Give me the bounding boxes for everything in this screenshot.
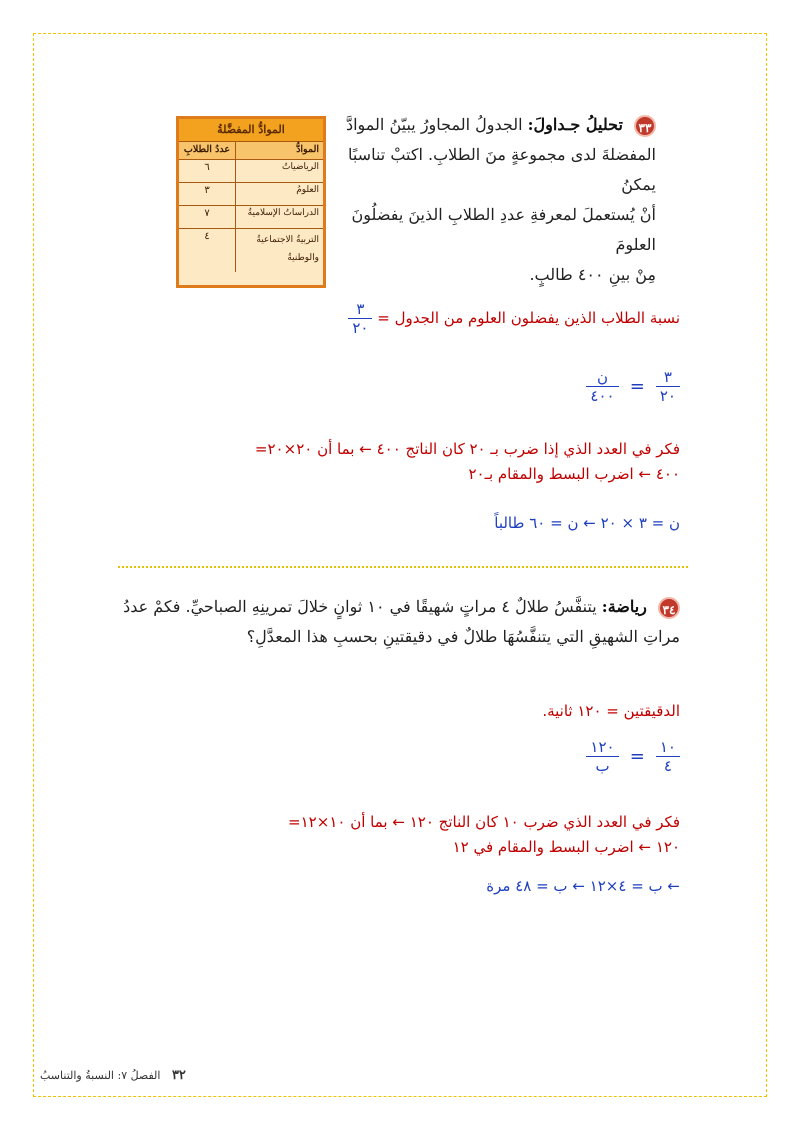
chapter-title: الفصلُ ٧: النسبةُ والتناسبُ — [40, 1069, 161, 1082]
fraction-numerator: ١٠ — [659, 738, 676, 756]
table-row — [179, 160, 323, 183]
table-header-row — [179, 142, 323, 160]
solution-33-proportion — [440, 368, 680, 405]
page-footer — [40, 1068, 186, 1083]
table-row — [179, 183, 323, 206]
question-number-badge: ٣٣ — [634, 115, 656, 137]
table-cell-subject: الدراساتُ الإسلاميةُ — [235, 206, 323, 228]
solution-34-proportion — [440, 738, 680, 775]
proportion-right — [586, 738, 618, 775]
table-header-subject: الموادُّ — [235, 142, 323, 159]
favorite-subjects-table — [176, 116, 326, 288]
fraction-denominator: ٢٠ — [656, 386, 680, 405]
solution-34-result: ← ب = ٤×١٢ ← ب = ٤٨ مرة — [486, 877, 680, 895]
fraction-denominator: ب — [586, 756, 618, 775]
solution-34-reasoning — [100, 810, 680, 860]
ratio-fraction — [348, 300, 372, 337]
ratio-text: نسبة الطلاب الذين يفضلون العلوم من الجدول = — [377, 309, 680, 327]
fraction-denominator: ٤٠٠ — [586, 386, 618, 405]
question-title: رياضة: — [601, 597, 647, 616]
question-text: أنْ يُستعملَ لمعرفةِ عددِ الطلابِ الذينَ يفضلُونَ العلومَ — [351, 205, 656, 254]
reasoning-line: ٤٠٠ ← اضرب البسط والمقام بـ٢٠ — [468, 465, 680, 483]
question-number-badge: ٣٤ — [658, 597, 680, 619]
solution-34-minutes: الدقيقتين = ١٢٠ ثانية. — [542, 702, 680, 720]
table-cell-subject: العلومُ — [235, 183, 323, 205]
fraction-numerator: ١٢٠ — [590, 738, 615, 756]
table-row — [179, 229, 323, 272]
question-text: مِنْ بينِ ٤٠٠ طالبٍ. — [529, 265, 656, 284]
question-text: مراتِ الشهيقِ التي يتنفَّسُهَا طلالٌ في دقيقتينِ بحسبِ هذا المعدَّلِ؟ — [246, 627, 680, 646]
fraction-denominator: ٢٠ — [348, 318, 372, 337]
question-text: المفضلةَ لدى مجموعةٍ منَ الطلابِ. اكتبْ تناسبًا يمكنُ — [347, 145, 656, 194]
question-text: يتنفَّسُ طلالٌ ٤ مراتٍ شهيقًا في ١٠ ثوانٍ خلالَ تمرينِهِ الصباحيِّ. فكمْ عددُ — [123, 597, 597, 616]
section-divider — [118, 566, 688, 568]
fraction-numerator: ن — [597, 368, 609, 386]
table-cell-count: ٤ — [204, 231, 210, 242]
question-33-line-1 — [336, 110, 656, 140]
proportion-right — [586, 368, 618, 405]
reasoning-line: ١٢٠ ← اضرب البسط والمقام في ١٢ — [452, 838, 680, 856]
solution-33-result: ن = ٣ × ٢٠ ← ن = ٦٠ طالباً — [494, 514, 680, 532]
proportion-left — [656, 368, 680, 405]
question-34-line-1 — [100, 592, 680, 622]
table-cell-subject: الرياضياتُ — [235, 160, 323, 182]
table-title: الموادُّ المفضَّلةُ — [179, 119, 323, 142]
table-row — [179, 206, 323, 229]
reasoning-line: فكر في العدد الذي ضرب ١٠ كان الناتج ١٢٠ ← بما أن ١٠×١٢= — [288, 813, 680, 831]
proportion-left — [656, 738, 680, 775]
solution-33-reasoning — [100, 437, 680, 487]
question-33 — [336, 110, 656, 290]
question-title: تحليلُ جـداولَ: — [527, 115, 623, 134]
table-header-count: عددُ الطلابِ — [179, 142, 235, 159]
equals-sign: = — [629, 376, 645, 397]
table-cell-count: ٧ — [204, 208, 210, 219]
page-number: ٣٢ — [171, 1068, 186, 1083]
table-cell-count: ٦ — [204, 162, 210, 173]
equals-sign: = — [629, 746, 645, 767]
question-34 — [100, 592, 680, 652]
fraction-numerator: ٣ — [356, 300, 365, 318]
table-cell-count: ٣ — [204, 185, 210, 196]
question-text: الجدولُ المجاورُ يبيّنُ الموادَّ — [345, 115, 523, 134]
fraction-numerator: ٣ — [663, 368, 672, 386]
reasoning-line: فكر في العدد الذي إذا ضرب بـ ٢٠ كان الناتج ٤٠٠ ← بما أن ٢٠×٢٠= — [254, 440, 680, 458]
fraction-denominator: ٤ — [656, 756, 680, 775]
table-cell-subject: التربيةُ الاجتماعيةُ والوطنيةُ — [235, 229, 323, 272]
solution-33-ratio — [270, 300, 680, 337]
